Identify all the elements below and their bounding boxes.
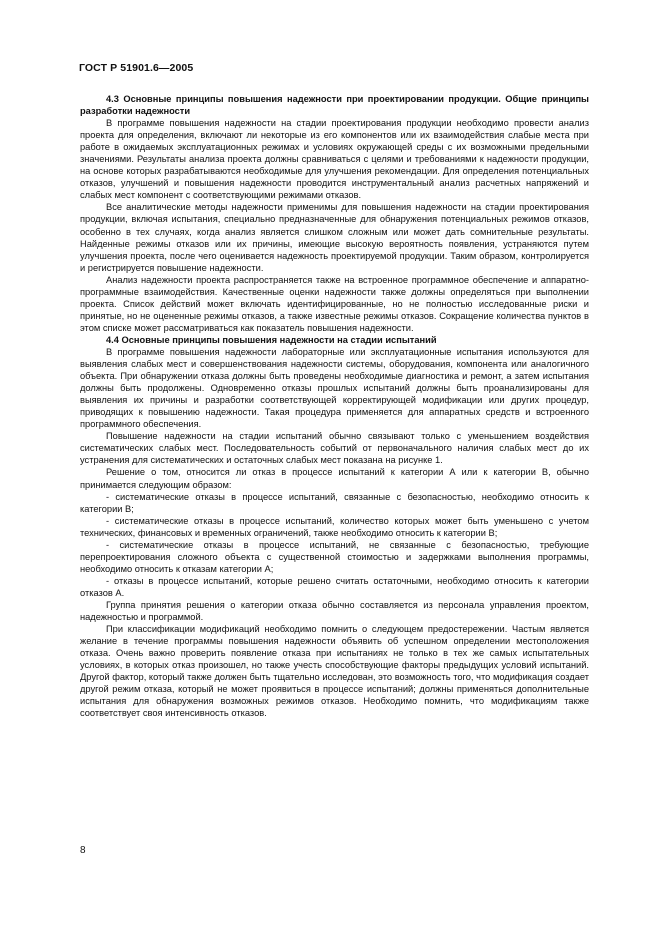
list-item: - систематические отказы в процессе испытаний, не связанные с безопасностью, требующие перепроектирования сложного объекта с существенной стоимостью и задержками выполнения программы, необходимо относить к отказам категории А; — [80, 539, 589, 574]
paragraph: В программе повышения надежности на стадии проектирования продукции необходимо провести анализ проекта для определения, включают ли некоторые из его компонентов или их взаимодействия слабые места при работе в ожидаемых эксплуатационных режимах и условиях окружающей среды с их возможными предельными значениями. Результаты анализа проекта должны сравниваться с целями и требованиями к надежности продукции, на основе которых разрабатываются необходимые для улучшения рекомендации. Для определения потенциальных отказов, улучшений и повышения надежности проводится инструментальный анализ расчетных напряжений и слабых мест компонент с соответствующими режимами отказов. — [80, 118, 589, 201]
paragraph: Решение о том, относится ли отказ в процессе испытаний к категории А или к категории В, обычно принимается следующим образом: — [80, 467, 589, 490]
paragraph: Группа принятия решения о категории отказа обычно составляется из персонала управления проектом, надежностью и программой. — [80, 599, 589, 623]
paragraph: Все аналитические методы надежности применимы для повышения надежности на стадии проектирования продукции, включая испытания, специально предназначенные для обнаружения потенциальных режимов отказов, особенно в тех случаях, когда анализ является слишком сложным или может дать сомнительные результаты. Найденные режимы отказов или их причины, имеющие высокую вероятность появления, устраняются путем улучшения проекта, после чего оценивается надежность проектируемой продукции. Таким образом, контролируется и регистрируется повышение надежности. — [80, 202, 589, 273]
page-number: 8 — [80, 845, 86, 856]
paragraph: Анализ надежности проекта распространяется также на встроенное программное обеспечение и аппаратно-программные взаимодействия. Качественные оценки надежности также должны определяться при выполнении проекта. Список действий может включать идентифицированные, но не полностью исследованные риски и принятые, но не оцененные режимы отказов, а также известные режимы отказов. Сокращение количества пунктов в этом списке может рассматриваться как показатель повышения надежности. — [80, 274, 589, 333]
section-heading-4-3: 4.3 Основные принципы повышения надежности при проектировании продукции. Общие принципы разработки надежности — [80, 94, 589, 117]
section-heading-4-4: 4.4 Основные принципы повышения надежности на стадии испытаний — [106, 334, 437, 345]
document-body — [80, 93, 589, 719]
paragraph: При классификации модификаций необходимо помнить о следующем предостережении. Частым является желание в течение программы повышения надежности объявить об успешном определении местоположения отказа. Очень важно проверить появление отказа при испытаниях не только в тех же самых испытательных условиях, в которых отказ произошел, но также учесть способствующие факторы предыдущих условий испытаний. Другой фактор, который также должен быть тщательно исследован, это возможность того, что модификация создает другой режим отказа, который не может проявиться в процессе испытаний; должны применяться дополнительные испытания для обнаружения возможных режимов отказов. Необходимо помнить, что модификациям также соответствует своя интенсивность отказов. — [80, 624, 589, 719]
paragraph: Повышение надежности на стадии испытаний обычно связывают только с уменьшением воздействия систематических слабых мест. Последовательность событий от первоначального наличия слабых мест до их устранения для систематических и остаточных слабых мест показана на рисунке 1. — [80, 431, 589, 466]
list-item: - систематические отказы в процессе испытаний, связанные с безопасностью, необходимо относить к категории В; — [80, 491, 589, 514]
list-item: - систематические отказы в процессе испытаний, количество которых может быть уменьшено с учетом технических, финансовых и временных ограничений, также необходимо относить к категории В; — [80, 515, 589, 538]
paragraph: В программе повышения надежности лабораторные или эксплуатационные испытания используются для выявления слабых мест и совершенствования надежности системы, оборудования, компонента или аналогичного объекта. При обнаружении отказа должны быть проведены необходимые диагностика и ремонт, а затем испытания должны быть продолжены. Одновременно отказы прошлых испытаний должны быть проанализированы для выявления их причины и разработки соответствующей корректирующей модификации или других процедур, приводящих к повышению надежности. Такая процедура применяется для аппаратных средств и встроенного программного обеспечения. — [80, 346, 589, 430]
list-item: - отказы в процессе испытаний, которые решено считать остаточными, необходимо относить к категории отказов А. — [80, 575, 589, 598]
document-header: ГОСТ Р 51901.6—2005 — [79, 62, 194, 74]
